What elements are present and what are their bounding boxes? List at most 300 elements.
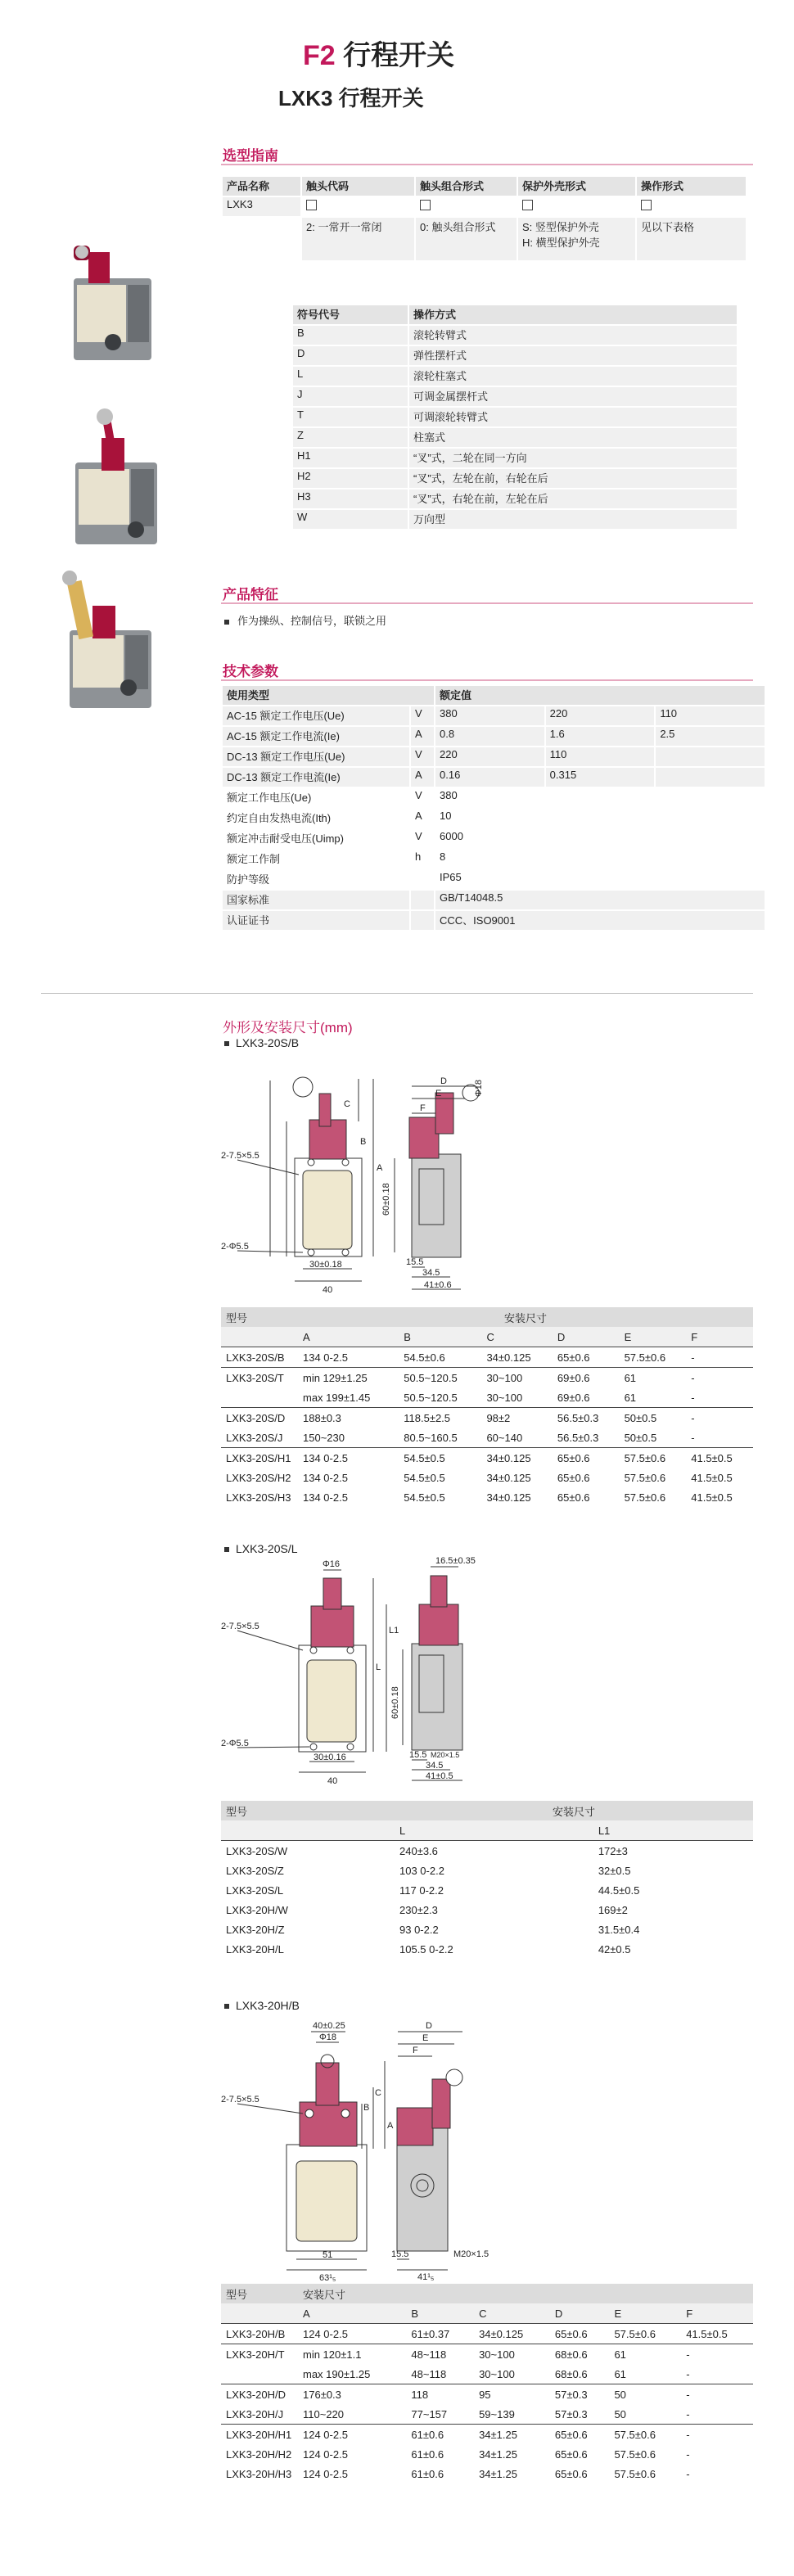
operation-header-row <box>293 305 737 324</box>
tech-value: 110 <box>656 706 765 725</box>
op-code: B <box>293 326 408 345</box>
value-cell: 68±0.6 <box>550 2344 610 2365</box>
value-cell: 117 0-2.2 <box>399 1884 444 1897</box>
value-cell: 61 <box>609 2344 681 2365</box>
value-cell: 124 0-2.5 <box>298 2425 406 2445</box>
tech-unit: A <box>411 809 434 828</box>
value-cell: 124 0-2.5 <box>303 2447 348 2461</box>
dim-label: D <box>440 1076 447 1086</box>
table-row <box>221 1841 753 1861</box>
model-cell <box>221 2364 298 2384</box>
value-cell: - <box>686 1408 753 1428</box>
value-cell: 34±0.125 <box>481 1347 552 1368</box>
col-header <box>221 1820 395 1841</box>
value-cell: 95 <box>474 2384 550 2405</box>
table-header-row <box>221 2284 753 2303</box>
tech-value: 1.6 <box>546 727 655 746</box>
value-cell: 61 <box>624 1391 637 1404</box>
value-cell: 54.5±0.5 <box>404 1471 445 1484</box>
tech-row <box>223 706 765 725</box>
value-cell: 80.5~160.5 <box>404 1431 458 1444</box>
value-cell: 44.5±0.5 <box>598 1884 640 1897</box>
value-cell: - <box>681 2425 753 2445</box>
checkbox-cell <box>518 197 635 216</box>
value-cell: 30~100 <box>474 2344 550 2365</box>
dimension-drawing-3 <box>221 2014 516 2284</box>
dim-label: 60±0.18 <box>390 1686 400 1719</box>
model-name: LXK3 <box>223 197 300 216</box>
series-code: F2 <box>303 40 336 71</box>
dim-label: B <box>363 2103 370 2113</box>
value-cell: 57.5±0.6 <box>624 1471 666 1484</box>
model-cell: LXK3-20H/H3 <box>226 2467 292 2480</box>
tech-param: 国家标准 <box>223 891 409 909</box>
product-photo-3 <box>53 565 168 712</box>
tech-row <box>223 870 765 889</box>
value-cell: - <box>686 2367 690 2380</box>
tech-unit: A <box>411 727 434 746</box>
table-subheader-row <box>221 2303 753 2324</box>
dim-label: D <box>426 2021 432 2031</box>
model-cell <box>221 1387 298 1408</box>
tech-value: 380 <box>435 706 544 725</box>
checkbox[interactable] <box>641 200 652 210</box>
tech-value: 0.315 <box>546 768 655 787</box>
operation-row <box>293 326 737 345</box>
model-cell: LXK3-20H/H2 <box>226 2447 292 2461</box>
series-title: 行程开关 <box>343 40 455 71</box>
checkbox-cell <box>637 197 746 216</box>
tech-table <box>221 684 766 932</box>
table-row <box>221 1408 753 1428</box>
checkbox[interactable] <box>420 200 431 210</box>
tech-header-row <box>223 686 765 705</box>
model-cell: LXK3-20S/Z <box>226 1864 284 1877</box>
value-cell: 124 0-2.5 <box>298 2324 406 2344</box>
tech-value: 380 <box>435 788 765 807</box>
dimension-drawing-1 <box>221 1048 499 1302</box>
value-cell: 54.5±0.5 <box>404 1491 445 1504</box>
value-cell: 34±0.125 <box>474 2324 550 2344</box>
value-cell: min 129±1.25 <box>298 1368 399 1388</box>
op-code: D <box>293 346 408 365</box>
col-header: 安装尺寸 <box>298 2284 753 2303</box>
table-row <box>221 1428 753 1448</box>
table-header-row <box>221 1801 753 1820</box>
col-header <box>221 2303 298 2324</box>
col-header: F <box>681 2303 753 2324</box>
value-cell: 54.5±0.6 <box>399 1347 481 1368</box>
tech-param: 额定冲击耐受电压(Uimp) <box>223 829 409 848</box>
operation-row <box>293 387 737 406</box>
operation-row <box>293 449 737 467</box>
model-cell: LXK3-20S/H2 <box>226 1471 291 1484</box>
op-desc: “叉”式，二轮在同一方向 <box>409 449 737 467</box>
table-row <box>221 2384 753 2405</box>
value-cell: 124 0-2.5 <box>303 2467 348 2480</box>
value-cell: 57.5±0.6 <box>620 1347 687 1368</box>
dim-label: 40±0.25 <box>313 2021 345 2031</box>
model-cell: LXK3-20H/T <box>221 2344 298 2365</box>
bullet-icon <box>224 1547 229 1552</box>
col-header: 操作形式 <box>637 177 746 196</box>
tech-row <box>223 891 765 909</box>
operation-row <box>293 346 737 365</box>
dim-label: 34.5 <box>422 1268 440 1278</box>
value-cell: 61 <box>614 2367 626 2380</box>
table-row <box>221 2425 753 2445</box>
diagram-label-3: LXK3-20H/B <box>224 1999 300 2012</box>
tech-value: 0.8 <box>435 727 544 746</box>
value-cell: min 120±1.1 <box>298 2344 406 2365</box>
model-cell: LXK3-20S/W <box>226 1844 288 1857</box>
dim-label: 2-7.5×5.5 <box>221 1622 259 1631</box>
col-header <box>221 1327 298 1347</box>
value-cell: 48~118 <box>411 2367 447 2380</box>
product-photo-2 <box>57 405 172 553</box>
table-row <box>221 2364 753 2384</box>
tech-param: 认证证书 <box>223 911 409 930</box>
dim-label: M20×1.5 <box>453 2249 489 2259</box>
page-title <box>303 33 454 73</box>
dim-label: L1 <box>389 1626 399 1635</box>
tech-unit <box>411 870 434 889</box>
dim-label: 2-Φ5.5 <box>221 1242 249 1252</box>
model-cell: LXK3-20H/H1 <box>221 2425 298 2445</box>
tech-unit: A <box>411 768 434 787</box>
tech-value: 220 <box>546 706 655 725</box>
table-header-row <box>221 1307 753 1327</box>
dim-label: A <box>377 1163 383 1173</box>
value-cell: 103 0-2.2 <box>399 1864 444 1877</box>
value-cell: 59~139 <box>479 2407 515 2420</box>
op-code: L <box>293 367 408 386</box>
op-desc: 滚轮转臂式 <box>409 326 737 345</box>
op-code: H1 <box>293 449 408 467</box>
dim-label: 40 <box>323 1285 333 1295</box>
col-header: D <box>550 2303 610 2324</box>
col-header: E <box>620 1327 687 1347</box>
dim-label: 15.5 <box>391 2249 409 2259</box>
col-header: 型号 <box>221 1801 395 1820</box>
selection-model-row <box>223 197 746 216</box>
diagram-label-1: LXK3-20S/B <box>224 1036 299 1049</box>
tech-unit: h <box>411 850 434 868</box>
col-header: B <box>399 1327 481 1347</box>
op-code: H2 <box>293 469 408 488</box>
col-header: F <box>686 1327 753 1347</box>
tech-unit <box>411 891 434 909</box>
dim-label: L <box>376 1662 381 1672</box>
op-desc: 柱塞式 <box>409 428 737 447</box>
value-cell: 98±2 <box>481 1408 552 1428</box>
col-header: 型号 <box>221 2284 298 2303</box>
section-features-heading: 产品特征 <box>223 587 278 602</box>
value-cell: 30~100 <box>481 1368 552 1388</box>
tech-unit: V <box>411 788 434 807</box>
value-cell: 57.5±0.6 <box>620 1448 687 1468</box>
col-header: 型号 <box>221 1307 298 1327</box>
value-cell: 57.5±0.6 <box>609 2324 681 2344</box>
table-row <box>221 1448 753 1468</box>
section-rule <box>221 602 753 604</box>
dim-label: 41±0.6 <box>424 1280 452 1290</box>
dim-label: 34.5 <box>426 1761 444 1771</box>
value-cell: - <box>691 1391 695 1404</box>
value-cell: 41.5±0.5 <box>691 1471 733 1484</box>
table-row <box>221 1900 753 1920</box>
op-desc: 可调滚轮转臂式 <box>409 408 737 426</box>
tech-value <box>656 747 765 766</box>
op-code: W <box>293 510 408 529</box>
section-dimensions-heading: 外形及安装尺寸(mm) <box>223 1020 353 1035</box>
feature-item: 作为操纵、控制信号，联锁之用 <box>224 612 386 628</box>
model-cell: LXK3-20H/D <box>221 2384 298 2405</box>
col-header: L1 <box>593 1820 753 1841</box>
table-row <box>221 1468 753 1487</box>
value-cell: 150~230 <box>303 1431 345 1444</box>
col-header: D <box>553 1327 620 1347</box>
value-cell: 34±0.125 <box>481 1448 552 1468</box>
selection-desc-row <box>223 218 746 260</box>
value-cell: 30~100 <box>479 2367 515 2380</box>
value-cell: 69±0.6 <box>557 1391 590 1404</box>
tech-param: DC-13 额定工作电流(Ie) <box>223 768 409 787</box>
value-cell: 65±0.6 <box>550 2425 610 2445</box>
dim-label: Φ18 <box>474 1079 484 1097</box>
value-cell: 118 <box>406 2384 474 2405</box>
table-row <box>221 1939 753 1959</box>
tech-value: 0.16 <box>435 768 544 787</box>
col-header: 符号代号 <box>293 305 408 324</box>
value-cell: 56.5±0.3 <box>553 1408 620 1428</box>
value-cell: 240±3.6 <box>399 1844 438 1857</box>
tech-row <box>223 788 765 807</box>
checkbox[interactable] <box>306 200 317 210</box>
value-cell: 32±0.5 <box>598 1864 631 1877</box>
col-header: A <box>298 1327 399 1347</box>
value-cell: - <box>681 2384 753 2405</box>
desc-cell: 2: 一常开一常闭 <box>302 218 414 260</box>
table-row <box>221 2464 753 2484</box>
table-row <box>221 2344 753 2365</box>
dim-label: 40 <box>327 1776 338 1786</box>
model-cell: LXK3-20H/B <box>221 2324 298 2344</box>
dim-label: E <box>435 1089 442 1099</box>
value-cell: 134 0-2.5 <box>298 1448 399 1468</box>
table-subheader-row <box>221 1820 753 1841</box>
model-cell: LXK3-20H/L <box>226 1942 284 1956</box>
op-desc: 万向型 <box>409 510 737 529</box>
op-desc: 弹性摆杆式 <box>409 346 737 365</box>
dimension-table-3 <box>221 2284 753 2484</box>
model-cell: LXK3-20S/B <box>221 1347 298 1368</box>
dimension-table-2 <box>221 1801 753 1959</box>
value-cell: 57±0.3 <box>550 2384 610 2405</box>
op-desc: “叉”式，右轮在前，左轮在后 <box>409 489 737 508</box>
selection-header-row <box>223 177 746 196</box>
operation-row <box>293 408 737 426</box>
table-row <box>221 2404 753 2425</box>
col-header: 操作方式 <box>409 305 737 324</box>
value-cell: 68±0.6 <box>554 2367 588 2380</box>
value-cell: 65±0.6 <box>554 2467 588 2480</box>
operation-row <box>293 510 737 529</box>
value-cell: 50.5~120.5 <box>399 1368 481 1388</box>
dim-label: Φ16 <box>323 1559 341 1569</box>
op-code: J <box>293 387 408 406</box>
value-cell: - <box>686 1347 753 1368</box>
dim-label: 30±0.18 <box>309 1260 342 1270</box>
value-cell: 42±0.5 <box>598 1942 631 1956</box>
dim-label: 2-7.5×5.5 <box>221 1151 259 1161</box>
value-cell: 57.5±0.6 <box>609 2425 681 2445</box>
col-header: A <box>298 2303 406 2324</box>
dim-label: C <box>344 1099 350 1109</box>
desc-cell <box>223 218 300 260</box>
value-cell: - <box>681 2344 753 2365</box>
value-cell: 34±0.125 <box>486 1491 531 1504</box>
bullet-icon <box>224 2004 229 2009</box>
value-cell: 65±0.6 <box>550 2324 610 2344</box>
col-header: 触头组合形式 <box>416 177 517 196</box>
table-row <box>221 2444 753 2464</box>
value-cell: 230±2.3 <box>399 1903 438 1916</box>
value-cell: 50 <box>614 2407 626 2420</box>
value-cell: 105.5 0-2.2 <box>399 1942 453 1956</box>
model-cell: LXK3-20S/J <box>226 1431 283 1444</box>
value-cell: 176±0.3 <box>298 2384 406 2405</box>
tech-value: CCC、ISO9001 <box>435 911 765 930</box>
tech-value: 8 <box>435 850 765 868</box>
dim-label: 15.5 <box>406 1257 424 1267</box>
value-cell: max 199±1.45 <box>303 1391 371 1404</box>
dim-label: 63¹₅ <box>319 2273 336 2283</box>
value-cell: 30~100 <box>486 1391 523 1404</box>
dim-label: 41¹₅ <box>417 2272 435 2282</box>
col-header: C <box>474 2303 550 2324</box>
model-cell: LXK3-20S/D <box>221 1408 298 1428</box>
tech-param: DC-13 额定工作电压(Ue) <box>223 747 409 766</box>
dim-label: 2-7.5×5.5 <box>221 2095 259 2105</box>
value-cell: - <box>686 2447 690 2461</box>
dim-label: 16.5±0.35 <box>435 1556 476 1566</box>
table-subheader-row <box>221 1327 753 1347</box>
value-cell: 57.5±0.6 <box>614 2467 656 2480</box>
tech-param: AC-15 额定工作电压(Ue) <box>223 706 409 725</box>
col-header: 安装尺寸 <box>298 1307 753 1327</box>
op-desc: 可调金属摆杆式 <box>409 387 737 406</box>
value-cell: 31.5±0.4 <box>598 1923 640 1936</box>
dim-label: 2-Φ5.5 <box>221 1739 249 1748</box>
tech-unit: V <box>411 829 434 848</box>
tech-value <box>656 768 765 787</box>
value-cell: 34±0.125 <box>486 1471 531 1484</box>
dim-label: F <box>420 1103 426 1113</box>
value-cell: 134 0-2.5 <box>303 1471 348 1484</box>
value-cell: 61 <box>620 1368 687 1388</box>
value-cell: 61±0.6 <box>406 2425 474 2445</box>
value-cell: 60~140 <box>486 1431 523 1444</box>
value-cell: 188±0.3 <box>298 1408 399 1428</box>
col-header: 触头代码 <box>302 177 414 196</box>
table-row <box>221 1347 753 1368</box>
value-cell: - <box>686 2407 690 2420</box>
value-cell: 50±0.5 <box>624 1431 657 1444</box>
value-cell: 54.5±0.5 <box>399 1448 481 1468</box>
value-cell: 134 0-2.5 <box>298 1347 399 1368</box>
operation-table <box>291 304 738 530</box>
operation-row <box>293 469 737 488</box>
desc-cell: S: 竖型保护外壳 H: 横型保护外壳 <box>518 218 635 260</box>
value-cell: 57.5±0.6 <box>624 1491 666 1504</box>
op-code: H3 <box>293 489 408 508</box>
tech-row <box>223 829 765 848</box>
tech-value: GB/T14048.5 <box>435 891 765 909</box>
value-cell: 172±3 <box>598 1844 628 1857</box>
dim-label: 15.5 <box>409 1750 427 1760</box>
tech-value: 2.5 <box>656 727 765 746</box>
value-cell: 34±1.25 <box>479 2447 517 2461</box>
section-rule <box>221 679 753 681</box>
operation-row <box>293 367 737 386</box>
tech-row <box>223 768 765 787</box>
op-desc: “叉”式，左轮在前，右轮在后 <box>409 469 737 488</box>
value-cell: 61±0.6 <box>411 2447 444 2461</box>
tech-value: IP65 <box>435 870 765 889</box>
operation-row <box>293 489 737 508</box>
model-cell: LXK3-20S/T <box>221 1368 298 1388</box>
dim-label: E <box>422 2033 429 2043</box>
dim-label: M20×1.5 <box>431 1751 460 1759</box>
tech-param: 防护等级 <box>223 870 409 889</box>
model-cell: LXK3-20H/J <box>226 2407 284 2420</box>
diagram-label-2: LXK3-20S/L <box>224 1542 298 1555</box>
value-cell: max 190±1.25 <box>303 2367 371 2380</box>
dim-label: 60±0.18 <box>381 1183 391 1216</box>
col-header: 保护外壳形式 <box>518 177 635 196</box>
value-cell: 41.5±0.5 <box>691 1491 733 1504</box>
col-header: E <box>609 2303 681 2324</box>
model-cell: LXK3-20S/H3 <box>226 1491 291 1504</box>
tech-row <box>223 850 765 868</box>
col-header: 额定值 <box>435 686 765 705</box>
value-cell: 65±0.6 <box>553 1347 620 1368</box>
model-cell: LXK3-20H/Z <box>226 1923 285 1936</box>
model-cell: LXK3-20S/H1 <box>221 1448 298 1468</box>
value-cell: - <box>691 1431 695 1444</box>
tech-unit: V <box>411 706 434 725</box>
col-header: C <box>481 1327 552 1347</box>
dimension-drawing-2 <box>221 1555 499 1793</box>
table-row <box>221 1387 753 1408</box>
col-header: 使用类型 <box>223 686 434 705</box>
value-cell: - <box>686 1368 753 1388</box>
tech-unit <box>411 911 434 930</box>
col-header: B <box>406 2303 474 2324</box>
desc-cell: 见以下表格 <box>637 218 746 260</box>
dimension-table-1 <box>221 1307 753 1507</box>
value-cell: 65±0.6 <box>557 1491 590 1504</box>
value-cell: 57.5±0.6 <box>614 2447 656 2461</box>
col-header: 产品名称 <box>223 177 300 196</box>
table-row <box>221 1861 753 1880</box>
checkbox[interactable] <box>522 200 533 210</box>
model-cell: LXK3-20H/W <box>226 1903 288 1916</box>
tech-unit: V <box>411 747 434 766</box>
value-cell: 50±0.5 <box>620 1408 687 1428</box>
value-cell: 57±0.3 <box>554 2407 588 2420</box>
